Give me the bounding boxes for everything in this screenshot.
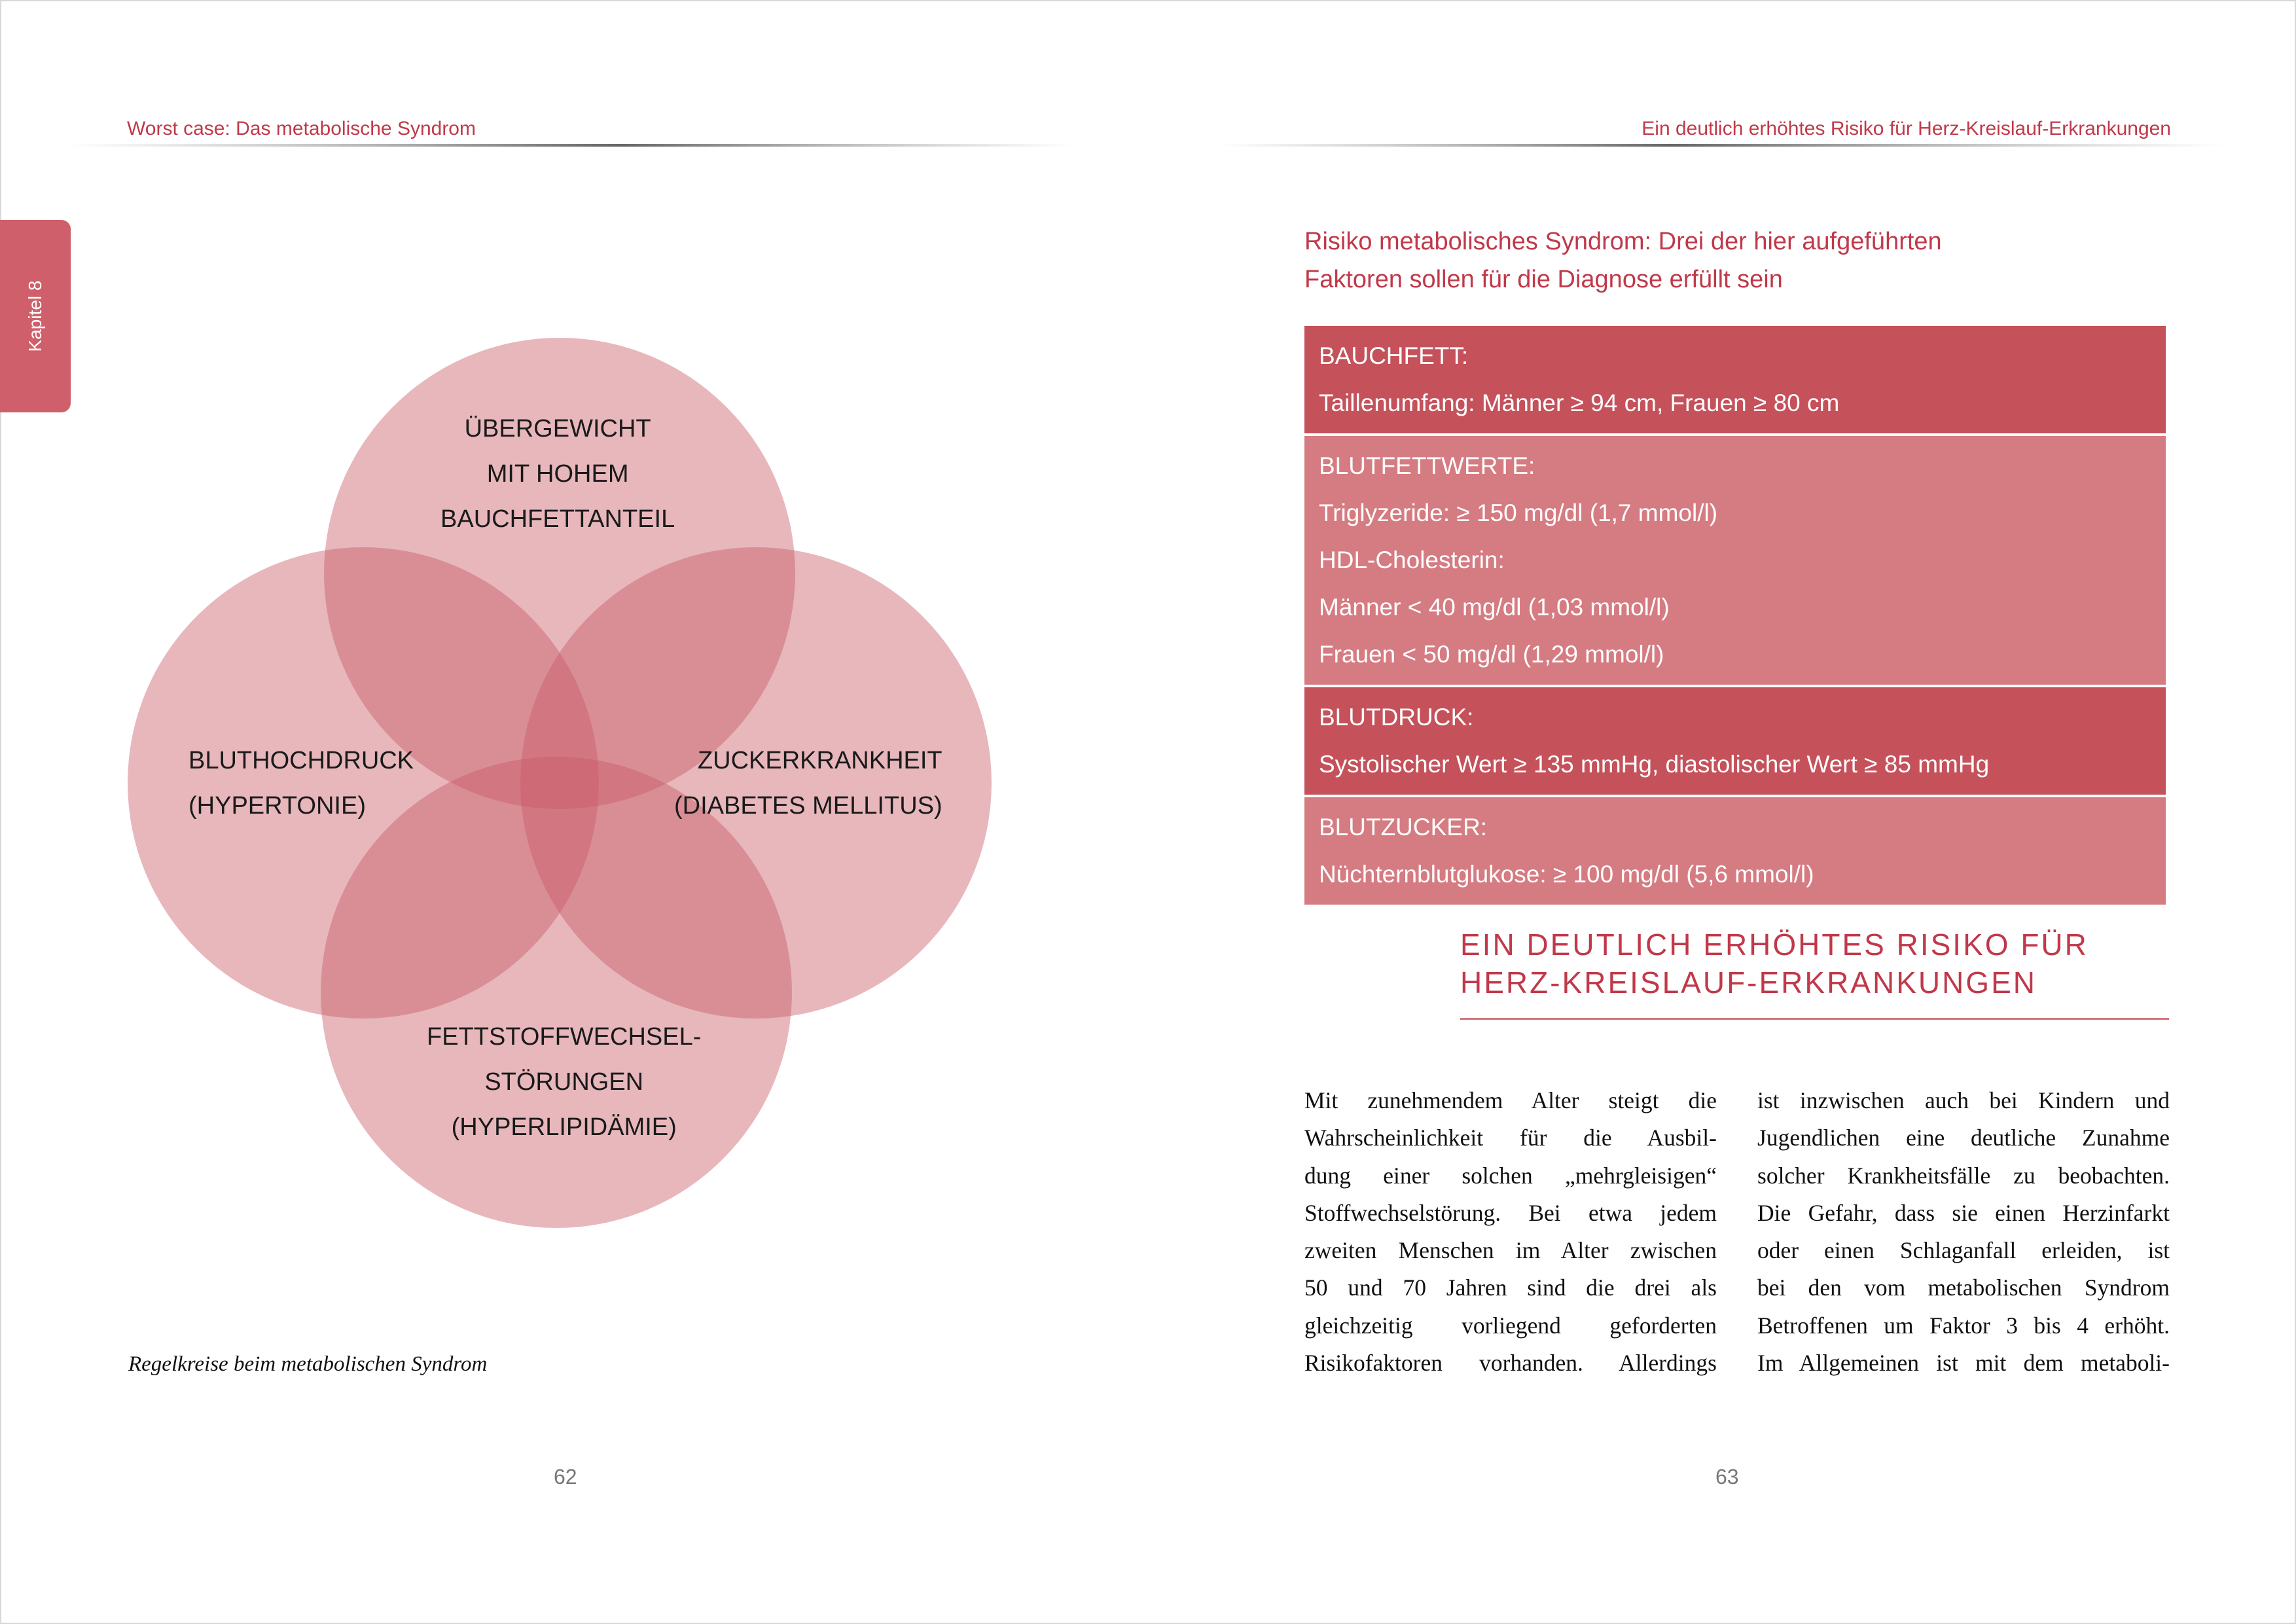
risk-group-title: BLUTFETTWERTE: xyxy=(1319,452,1535,479)
body-column-right xyxy=(1757,1082,2170,1382)
venn-label-bottom: FETTSTOFFWECHSEL- STÖRUNGEN (HYPERLIPIDÄMIE) xyxy=(427,1023,702,1141)
risk-box-heading: Risiko metabolisches Syndrom: Drei der hier aufgeführten Faktoren sollen für die Diagnose erfüllt sein xyxy=(1304,228,1942,293)
risk-group-title: BAUCHFETT: xyxy=(1319,342,1469,369)
body-line: solcher Krankheitsfälle zu beobachten. xyxy=(1757,1162,2170,1189)
running-head-left: Worst case: Das metabolische Syndrom xyxy=(127,118,476,139)
venn-label-top: ÜBERGEWICHT MIT HOHEM BAUCHFETTANTEIL xyxy=(440,415,675,533)
risk-group-line: Taillenumfang: Männer ≥ 94 cm, Frauen ≥ 80 cm xyxy=(1319,389,1840,416)
body-line: dung einer solchen „mehrgleisigen“ xyxy=(1304,1162,1717,1189)
risk-group-line: Nüchternblutglukose: ≥ 100 mg/dl (5,6 mmol/l) xyxy=(1319,861,1814,888)
section-heading: EIN DEUTLICH ERHÖHTES RISIKO FÜR HERZ-KREISLAUF-ERKRANKUNGEN xyxy=(1460,928,2089,1000)
body-line: Risikofaktoren vorhanden. Allerdings xyxy=(1304,1350,1717,1377)
risk-group-blutdruck xyxy=(1304,687,2166,797)
body-line: Jugendlichen eine deutliche Zunahme xyxy=(1757,1125,2170,1151)
page-number-left: 62 xyxy=(554,1465,577,1489)
body-line: Wahrscheinlichkeit für die Ausbil- xyxy=(1304,1125,1717,1151)
chapter-tab-label: Kapitel 8 xyxy=(25,280,45,352)
body-line: Die Gefahr, dass sie einen Herzinfarkt xyxy=(1757,1199,2170,1226)
section-heading-rule xyxy=(1460,1018,2169,1020)
risk-group-line: Frauen < 50 mg/dl (1,29 mmol/l) xyxy=(1319,641,1664,668)
risk-group-line: Männer < 40 mg/dl (1,03 mmol/l) xyxy=(1319,594,1670,621)
page-number-right: 63 xyxy=(1715,1465,1739,1489)
body-line: ist inzwischen auch bei Kindern und xyxy=(1757,1087,2170,1113)
body-line: gleichzeitig vorliegend geforderten xyxy=(1304,1312,1717,1339)
figure-caption: Regelkreise beim metabolischen Syndrom xyxy=(128,1352,488,1376)
body-column-left xyxy=(1304,1082,1717,1382)
body-line: 50 und 70 Jahren sind die drei als xyxy=(1304,1274,1717,1301)
risk-group-line: HDL-Cholesterin: xyxy=(1319,547,1505,573)
risk-factor-table xyxy=(1304,326,2166,905)
body-line: zweiten Menschen im Alter zwischen xyxy=(1304,1237,1717,1264)
body-line: Mit zunehmendem Alter steigt die xyxy=(1304,1087,1717,1113)
risk-group-blutfettwerte xyxy=(1304,436,2166,687)
risk-group-blutzucker xyxy=(1304,797,2166,905)
header-rule-right xyxy=(1217,144,2225,147)
body-line: Stoffwechselstörung. Bei etwa jedem xyxy=(1304,1199,1717,1226)
risk-group-line: Triglyzeride: ≥ 150 mg/dl (1,7 mmol/l) xyxy=(1319,499,1718,526)
body-line: Betroffenen um Faktor 3 bis 4 erhöht. xyxy=(1757,1312,2170,1339)
chapter-tab[interactable] xyxy=(0,220,71,412)
risk-group-line: Systolischer Wert ≥ 135 mmHg, diastolischer Wert ≥ 85 mmHg xyxy=(1319,751,1990,778)
risk-group-title: BLUTDRUCK: xyxy=(1319,704,1474,731)
body-line: oder einen Schlaganfall erleiden, ist xyxy=(1757,1237,2170,1264)
body-line: Im Allgemeinen ist mit dem metaboli- xyxy=(1757,1350,2170,1377)
risk-group-bauchfett xyxy=(1304,326,2166,436)
venn-label-left: BLUTHOCHDRUCK (HYPERTONIE) xyxy=(188,747,414,820)
header-rule-left xyxy=(65,144,1073,147)
venn-label-right: ZUCKERKRANKHEIT (DIABETES MELLITUS) xyxy=(674,747,942,820)
running-head-right: Ein deutlich erhöhtes Risiko für Herz-Kreislauf-Erkrankungen xyxy=(1641,118,2171,139)
risk-group-title: BLUTZUCKER: xyxy=(1319,814,1487,840)
body-line: bei den vom metabolischen Syndrom xyxy=(1757,1274,2170,1301)
